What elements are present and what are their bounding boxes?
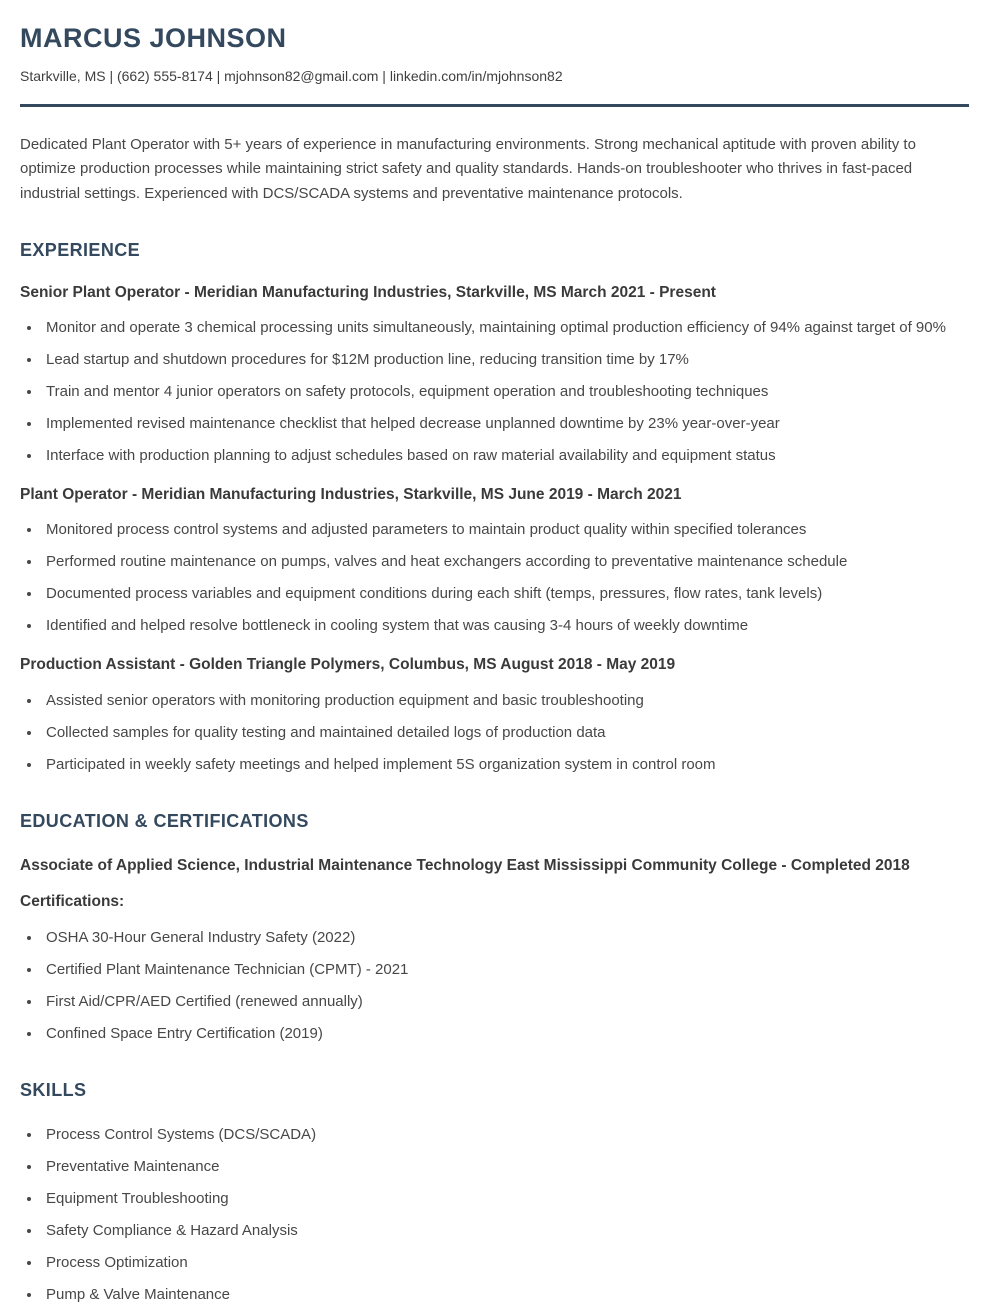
job-bullet: • Interface with production planning to adjust schedules based on raw material availability and equipment status [42, 444, 969, 468]
certification-item: • Confined Space Entry Certification (2019) [42, 1022, 969, 1046]
certification-item: • First Aid/CPR/AED Certified (renewed annually) [42, 990, 969, 1014]
certification-list [20, 926, 969, 1046]
certifications-label: Certifications: [20, 892, 125, 910]
job-bullet: • Documented process variables and equipment conditions during each shift (temps, pressures, flow rates, tank levels) [42, 582, 969, 606]
job-bullet: • Collected samples for quality testing and maintained detailed logs of production data [42, 721, 969, 745]
job-bullet: • Assisted senior operators with monitoring production equipment and basic troubleshooting [42, 689, 969, 713]
certification-item: • OSHA 30-Hour General Industry Safety (2022) [42, 926, 969, 950]
job-bullet: • Lead startup and shutdown procedures for $12M production line, reducing transition time by 17% [42, 348, 969, 372]
job-bullet-list [20, 316, 969, 468]
job-bullet: • Performed routine maintenance on pumps, valves and heat exchangers according to preventative maintenance schedule [42, 550, 969, 574]
degree-line: Associate of Applied Science, Industrial Maintenance Technology East Mississippi Community College - Completed 2018 [20, 856, 910, 874]
job-title: Production Assistant - Golden Triangle Polymers, Columbus, MS August 2018 - May 2019 [20, 656, 676, 674]
skill-item: • Process Optimization [42, 1251, 969, 1275]
job-bullet: • Identified and helped resolve bottleneck in cooling system that was causing 3-4 hours of weekly downtime [42, 614, 969, 638]
job-bullet: • Implemented revised maintenance checklist that helped decrease unplanned downtime by 23% year-over-year [42, 412, 969, 436]
skill-item: • Process Control Systems (DCS/SCADA) [42, 1123, 969, 1147]
job-bullet: • Participated in weekly safety meetings and helped implement 5S organization system in control room [42, 753, 969, 777]
job-bullet-list [20, 518, 969, 638]
job-title: Senior Plant Operator - Meridian Manufacturing Industries, Starkville, MS March 2021 - Present [20, 284, 716, 302]
education-heading: EDUCATION & CERTIFICATIONS [20, 810, 309, 831]
skill-item: • Safety Compliance & Hazard Analysis [42, 1219, 969, 1243]
summary-paragraph: Dedicated Plant Operator with 5+ years of experience in manufacturing environments. Strong mechanical aptitude with proven ability to optimize production processes while maintaining strict safety and quality standards. Hands-on troubleshooter who thrives in fast-paced industrial settings. Experienced with DCS/SCADA systems and preventative maintenance protocols. [20, 135, 916, 202]
skill-item: • Equipment Troubleshooting [42, 1187, 969, 1211]
experience-heading: EXPERIENCE [20, 240, 141, 261]
job-bullet: • Train and mentor 4 junior operators on safety protocols, equipment operation and troubleshooting techniques [42, 380, 969, 404]
certification-item: • Certified Plant Maintenance Technician (CPMT) - 2021 [42, 958, 969, 982]
resume-name: MARCUS JOHNSON [20, 23, 287, 53]
job-bullet-list [20, 689, 969, 777]
job-bullet: • Monitor and operate 3 chemical processing units simultaneously, maintaining optimal production efficiency of 94% against target of 90% [42, 316, 969, 340]
header-divider [20, 104, 969, 107]
skill-item: • Pump & Valve Maintenance [42, 1283, 969, 1307]
job-bullet: • Monitored process control systems and adjusted parameters to maintain product quality within specified tolerances [42, 518, 969, 542]
job-title: Plant Operator - Meridian Manufacturing Industries, Starkville, MS June 2019 - March 2021 [20, 486, 682, 504]
skills-heading: SKILLS [20, 1080, 87, 1101]
skill-item: • Preventative Maintenance [42, 1155, 969, 1179]
contact-line: Starkville, MS | (662) 555-8174 | mjohnson82@gmail.com | linkedin.com/in/mjohnson82 [20, 67, 563, 84]
skills-list [20, 1123, 969, 1307]
